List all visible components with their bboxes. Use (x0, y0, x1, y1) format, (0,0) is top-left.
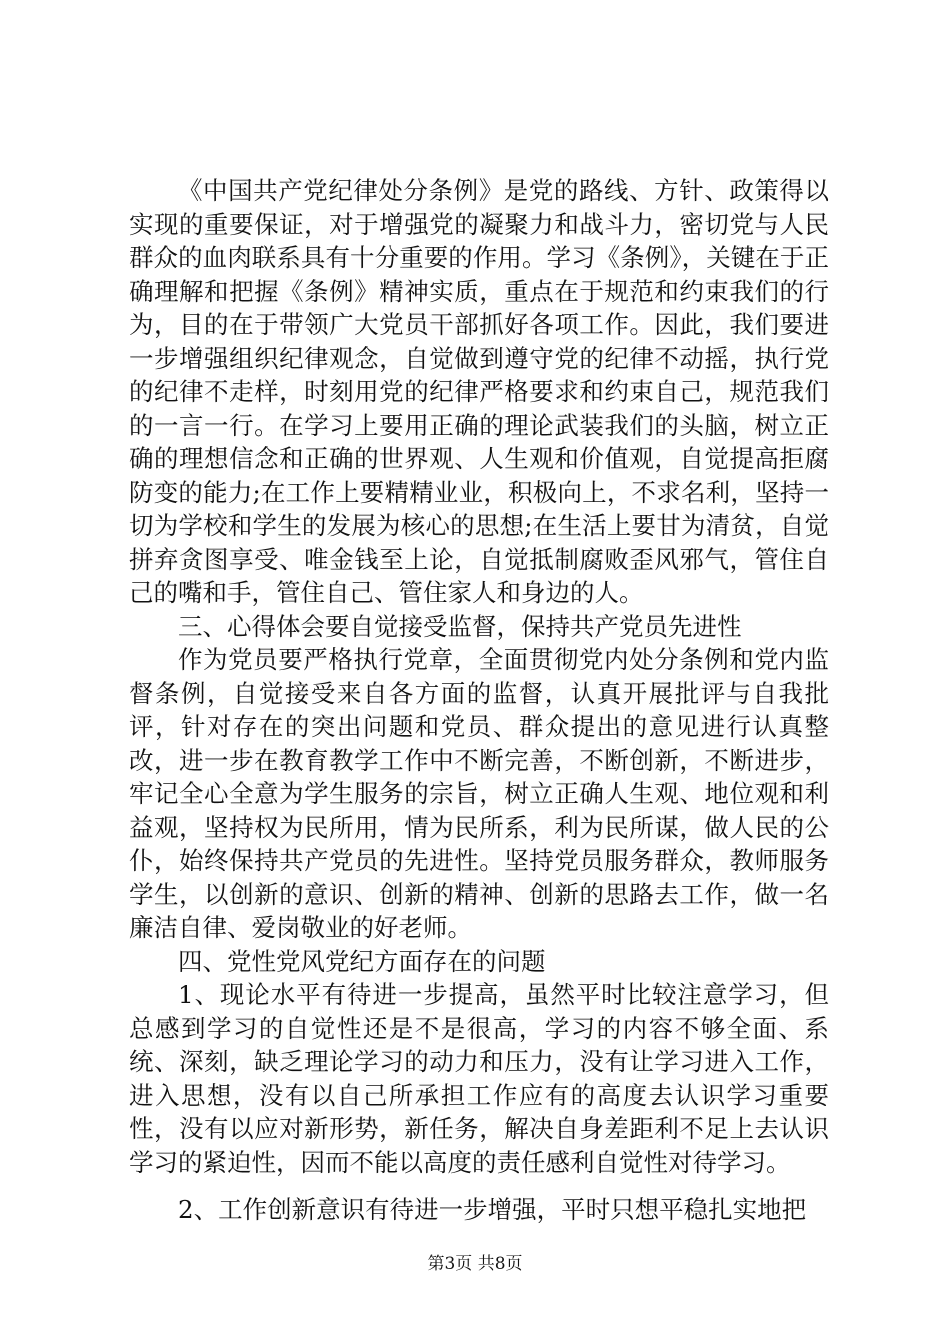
paragraph-accept-supervision: 作为党员要严格执行党章，全面贯彻党内处分条例和党内监督条例，自觉接受来自各方面的监督，认真开展批评与自我批评，针对存在的突出问题和党员、群众提出的意见进行认真整改，进一步在教育教学工作中不断完善，不断创新，不断进步，牢记全心全意为学生服务的宗旨，树立正确人生观、地位观和利益观，坚持权为民所用，情为民所系，利为民所谋，做人民的公仆，始终保持共产党员的先进性。坚持党员服务群众，教师服务学生，以创新的意识、创新的精神、创新的思路去工作，做一名廉洁自律、爱岗敬业的好老师。 (129, 645, 829, 942)
section-heading-four: 四、党性党风党纪方面存在的问题 (178, 946, 546, 976)
paragraph-regulation-importance: 《中国共产党纪律处分条例》是党的路线、方针、政策得以实现的重要保证，对于增强党的凝聚力和战斗力，密切党与人民群众的血肉联系具有十分重要的作用。学习《条例》，关键在于正确理解和把握《条例》精神实质，重点在于规范和约束我们的行为，目的在于带领广大党员干部抓好各项工作。因此，我们要进一步增强组织纪律观念，自觉做到遵守党的纪律不动摇，执行党的纪律不走样，时刻用党的纪律严格要求和约束自己，规范我们的一言一行。在学习上要用正确的理论武装我们的头脑，树立正确的理想信念和正确的世界观、人生观和价值观，自觉提高拒腐防变的能力;在工作上要精精业业，积极向上，不求名利，坚持一切为学校和学生的发展为核心的思想;在生活上要甘为清贫，自觉拼弃贪图享受、唯金钱至上论，自觉抵制腐败歪风邪气，管住自己的嘴和手，管住自己、管住家人和身边的人。 (129, 176, 829, 607)
document-body (129, 174, 829, 1227)
page-number-footer: 第3页 共8页 (427, 1254, 523, 1274)
section-heading-three: 三、心得体会要自觉接受监督，保持共产党员先进性 (178, 611, 742, 641)
paragraph-issue-one: 1、现论水平有待进一步提高，虽然平时比较注意学习，但总感到学习的自觉性还是不是很高，学习的内容不够全面、系统、深刻，缺乏理论学习的动力和压力，没有让学习进入工作，进入思想，没有以自己所承担工作应有的高度去认识学习重要性，没有以应对新形势，新任务，解决自身差距利不足上去认识学习的紧迫性，因而不能以高度的责任感利自觉性对待学习。 (129, 980, 829, 1177)
paragraph-issue-two: 2、工作创新意识有待进一步增强，平时只想平稳扎实地把 (178, 1195, 807, 1224)
